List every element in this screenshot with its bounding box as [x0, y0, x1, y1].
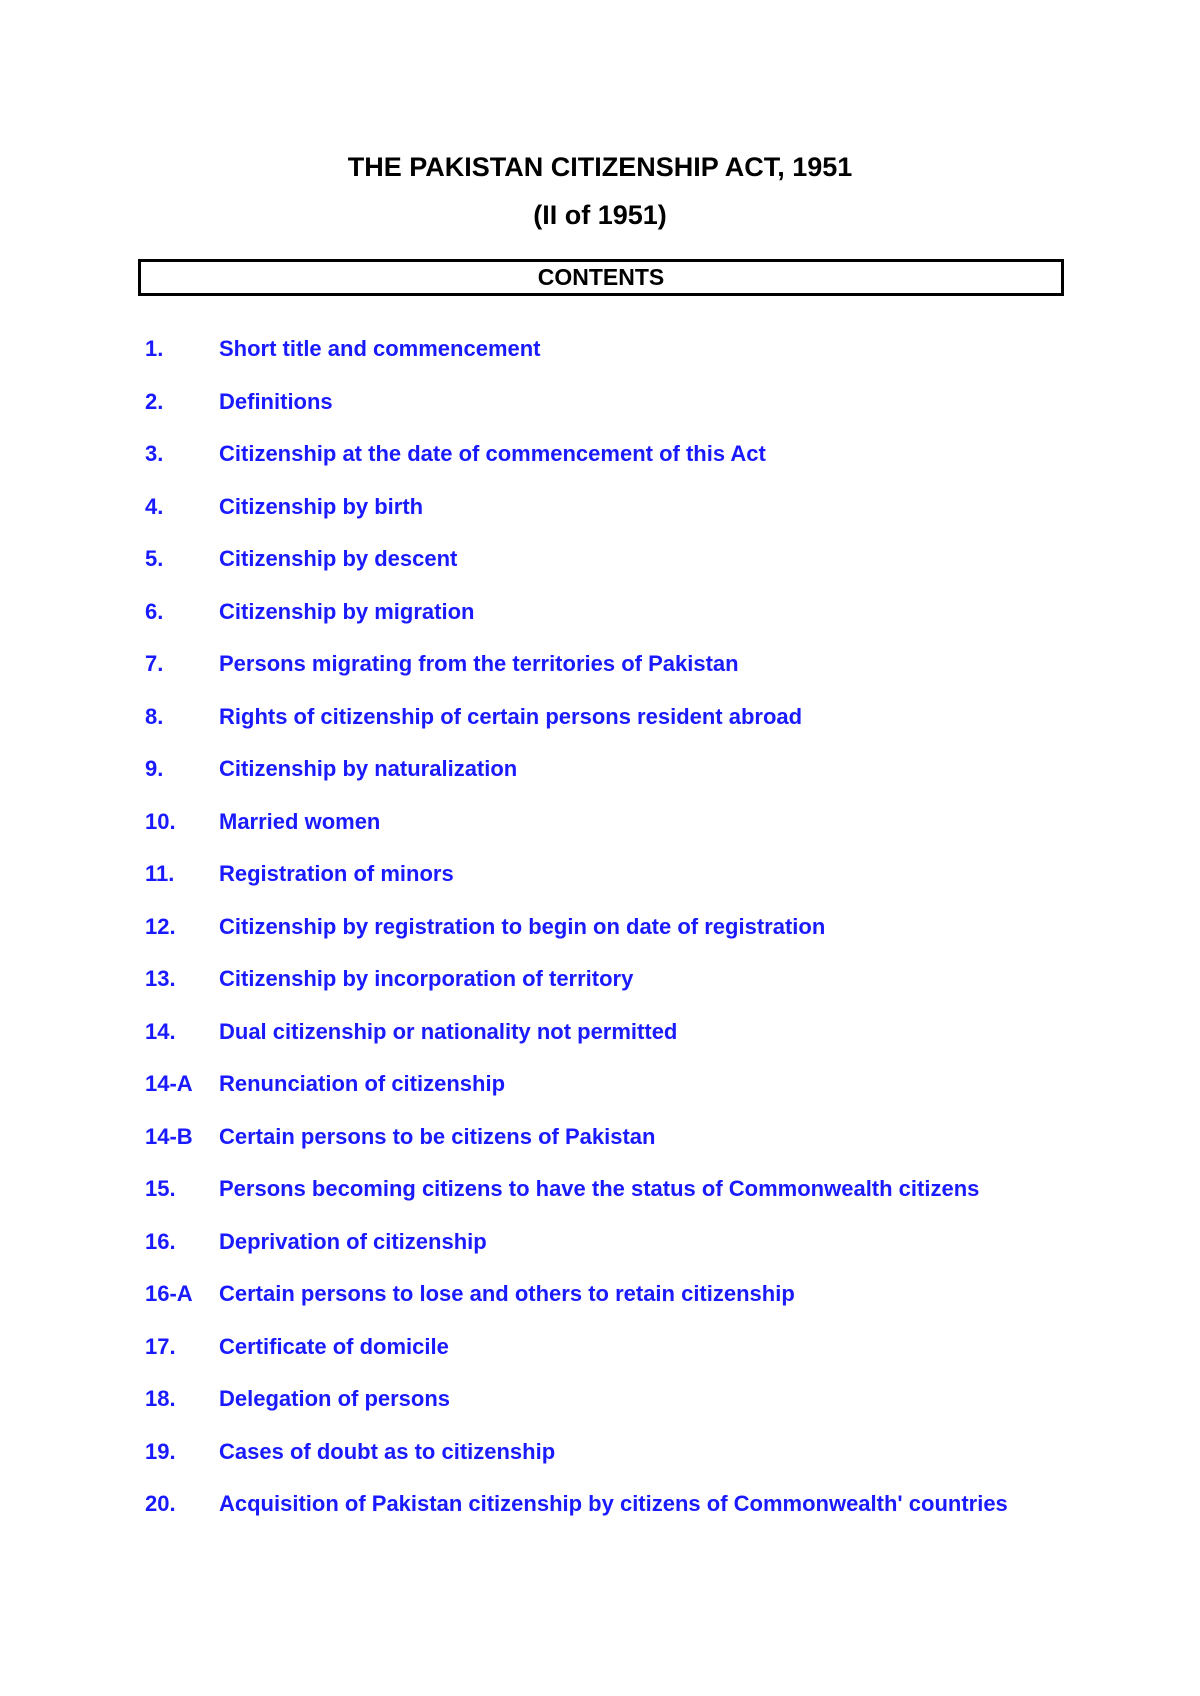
toc-item[interactable] — [145, 1018, 1061, 1071]
toc-item-number: 8. — [145, 703, 164, 729]
toc-item-number: 14-B — [145, 1123, 193, 1149]
toc-item-link[interactable]: Short title and commencement — [219, 336, 541, 361]
toc-item[interactable] — [145, 335, 1061, 388]
toc-item-number: 5. — [145, 546, 164, 571]
toc-item-link[interactable]: Certain persons to be citizens of Pakistan — [219, 1123, 656, 1149]
table-of-contents — [145, 335, 1061, 1518]
toc-item-number: 19. — [145, 1438, 176, 1464]
toc-item-number: 18. — [145, 1386, 176, 1411]
toc-item[interactable] — [145, 650, 1061, 703]
toc-item-link[interactable]: Renunciation of citizenship — [219, 1071, 506, 1096]
toc-item-link[interactable]: Citizenship by incorporation of territory — [219, 966, 634, 991]
document-subtitle: (II of 1951) — [533, 200, 667, 230]
toc-item-number: 3. — [145, 441, 164, 466]
toc-item[interactable] — [145, 703, 1061, 756]
toc-item-link[interactable]: Citizenship by registration to begin on date of registration — [219, 913, 826, 939]
toc-item[interactable] — [145, 913, 1061, 966]
toc-item[interactable] — [145, 1228, 1061, 1281]
toc-item[interactable] — [145, 1333, 1061, 1386]
toc-item-link[interactable]: Certain persons to lose and others to retain citizenship — [219, 1281, 795, 1306]
document-title: THE PAKISTAN CITIZENSHIP ACT, 1951 — [347, 152, 853, 182]
toc-item-link[interactable]: Certificate of domicile — [219, 1333, 449, 1359]
toc-item-link[interactable]: Citizenship by birth — [219, 493, 424, 519]
toc-item[interactable] — [145, 808, 1061, 861]
toc-item-number: 14-A — [145, 1071, 193, 1096]
toc-item[interactable] — [145, 1438, 1061, 1491]
toc-item-link[interactable]: Acquisition of Pakistan citizenship by citizens of Commonwealth' countries — [219, 1491, 1008, 1516]
toc-item-number: 15. — [145, 1176, 176, 1201]
toc-item-link[interactable]: Persons migrating from the territories of Pakistan — [219, 651, 739, 676]
toc-item[interactable] — [145, 860, 1061, 913]
toc-item-link[interactable]: Deprivation of citizenship — [219, 1228, 487, 1254]
toc-item-link[interactable]: Citizenship at the date of commencement of this Act — [219, 441, 766, 466]
toc-item-number: 7. — [145, 651, 164, 676]
toc-item-link[interactable]: Dual citizenship or nationality not permitted — [219, 1018, 678, 1044]
toc-item-number: 16-A — [145, 1281, 193, 1306]
toc-item-link[interactable]: Persons becoming citizens to have the status of Commonwealth citizens — [219, 1176, 980, 1201]
toc-item-number: 9. — [145, 756, 164, 781]
toc-item[interactable] — [145, 493, 1061, 546]
toc-item-link[interactable]: Definitions — [219, 388, 333, 414]
toc-item-number: 17. — [145, 1333, 176, 1359]
toc-item[interactable] — [145, 755, 1061, 808]
toc-item-number: 6. — [145, 598, 164, 624]
toc-item-number: 13. — [145, 966, 176, 991]
toc-item[interactable] — [145, 1070, 1061, 1123]
toc-item-number: 4. — [145, 493, 164, 519]
toc-item[interactable] — [145, 545, 1061, 598]
toc-item[interactable] — [145, 1490, 1061, 1518]
toc-item-number: 11. — [145, 861, 175, 886]
toc-item[interactable] — [145, 1280, 1061, 1333]
toc-item-number: 14. — [145, 1018, 176, 1044]
toc-item[interactable] — [145, 388, 1061, 441]
toc-item-number: 2. — [145, 388, 164, 414]
toc-item-link[interactable]: Citizenship by migration — [219, 598, 475, 624]
toc-item[interactable] — [145, 598, 1061, 651]
toc-item-number: 1. — [145, 336, 164, 361]
toc-item-link[interactable]: Citizenship by naturalization — [219, 756, 518, 781]
toc-item-number: 16. — [145, 1228, 176, 1254]
toc-item[interactable] — [145, 1123, 1061, 1176]
toc-item-link[interactable]: Rights of citizenship of certain persons resident abroad — [219, 703, 803, 729]
toc-item-link[interactable]: Married women — [219, 808, 381, 834]
toc-item[interactable] — [145, 440, 1061, 493]
toc-item[interactable] — [145, 1385, 1061, 1438]
toc-item-link[interactable]: Delegation of persons — [219, 1386, 451, 1411]
contents-heading-box: CONTENTS — [138, 259, 1064, 296]
toc-item[interactable] — [145, 1175, 1061, 1228]
toc-item[interactable] — [145, 965, 1061, 1018]
toc-item-number: 12. — [145, 913, 176, 939]
toc-item-number: 10. — [145, 808, 176, 834]
toc-item-number: 20. — [145, 1491, 176, 1516]
toc-item-link[interactable]: Citizenship by descent — [219, 546, 458, 571]
toc-item-link[interactable]: Registration of minors — [219, 861, 454, 886]
toc-item-link[interactable]: Cases of doubt as to citizenship — [219, 1438, 556, 1464]
